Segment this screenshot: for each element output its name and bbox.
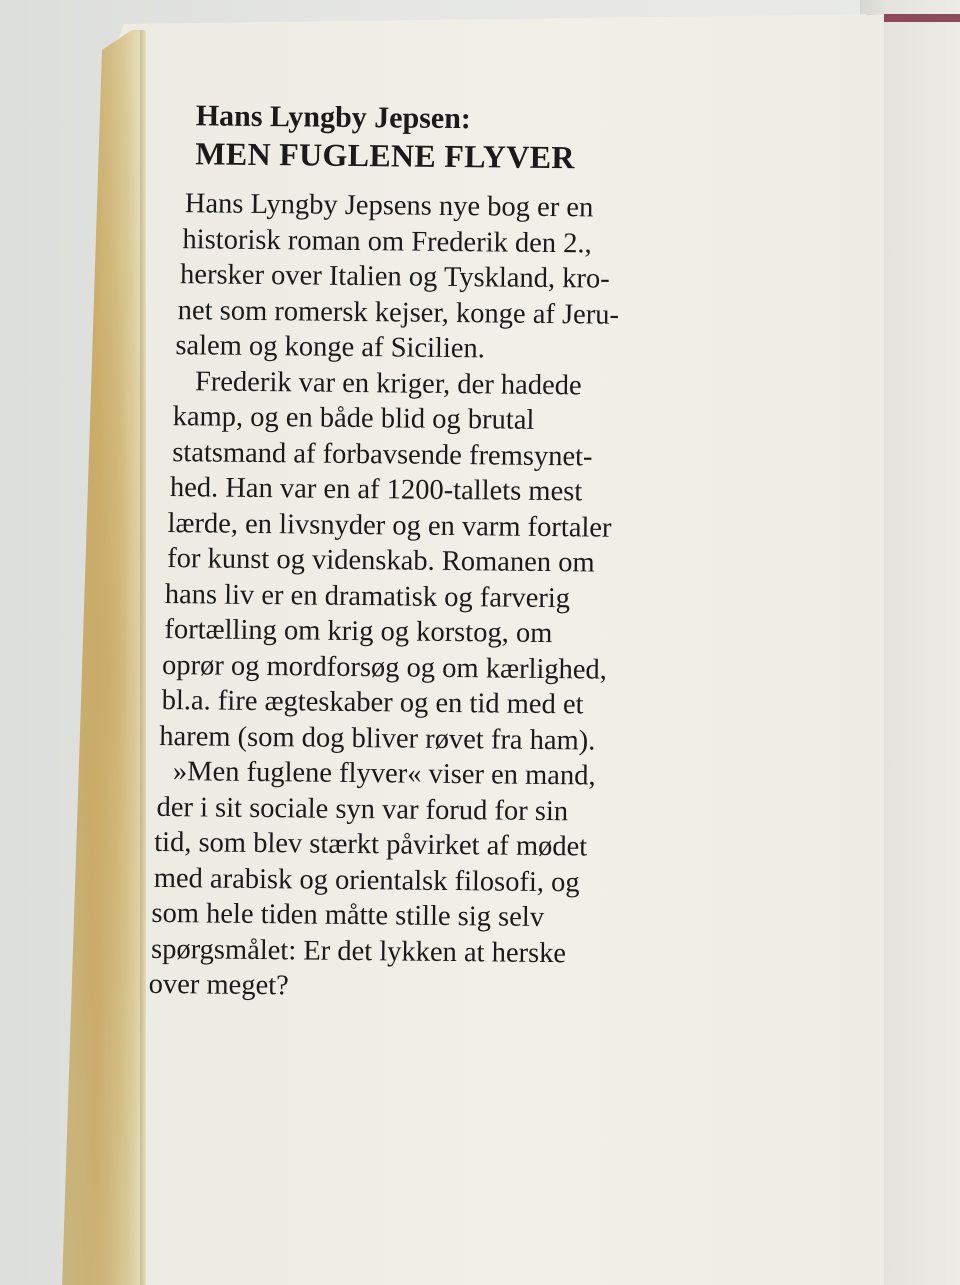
blurb-line: hed. Han var en af 1200-tallets mest [169,472,583,508]
blurb-line: Hans Lyngby Jepsens nye bog er en [184,188,594,224]
dust-jacket-fold [62,30,146,1285]
blurb-line: statsmand af forbavsende fremsynet- [172,436,593,472]
blurb-line: »Men fuglene flyver« viser en mand, [172,756,596,792]
blurb-line: salem og konge af Sicilien. [175,330,486,365]
blurb-line: som hele tiden måtte stille sig selv [151,897,545,933]
blurb-line: net som romersk kejser, konge af Jeru- [177,294,620,331]
blurb-line: bl.a. fire ægteskaber og en tid med et [161,684,584,721]
blurb-line: tid, som blev stærkt påvirket af mødet [154,826,588,863]
blurb-line: for kunst og videnskab. Romanen om [167,543,595,579]
blurb-line: hans liv er en dramatisk og farverig [164,578,571,614]
flap-text [148,98,708,1008]
blurb-line: historisk roman om Frederik den 2., [182,223,592,259]
blurb-line: med arabisk og orientalsk filosofi, og [153,862,580,898]
book-title: MEN FUGLENE FLYVER [195,135,575,176]
blurb-line: hersker over Italien og Tyskland, kro- [179,259,610,295]
blurb-line: oprør og mordforsøg og om kærlighed, [161,649,608,686]
blurb-line: fortælling om krig og korstog, om [164,613,553,650]
blurb [148,186,708,1008]
author-name: Hans Lyngby Jepsen: [195,99,472,136]
fold-shadow [140,30,146,1285]
blurb-line: harem (som dog bliver røvet fra ham). [159,720,596,757]
blurb-line: kamp, og en både blid og brutal [172,401,535,436]
blurb-line: over meget? [148,968,289,1002]
blurb-line: spørgsmålet: Er det lykken at herske [150,933,567,969]
blurb-line: der i sit sociale syn var forud for sin [156,791,569,827]
blurb-line: Frederik var en kriger, der hadede [194,365,582,401]
blurb-line: lærde, en livsnyder og en varm fortaler [167,507,612,544]
